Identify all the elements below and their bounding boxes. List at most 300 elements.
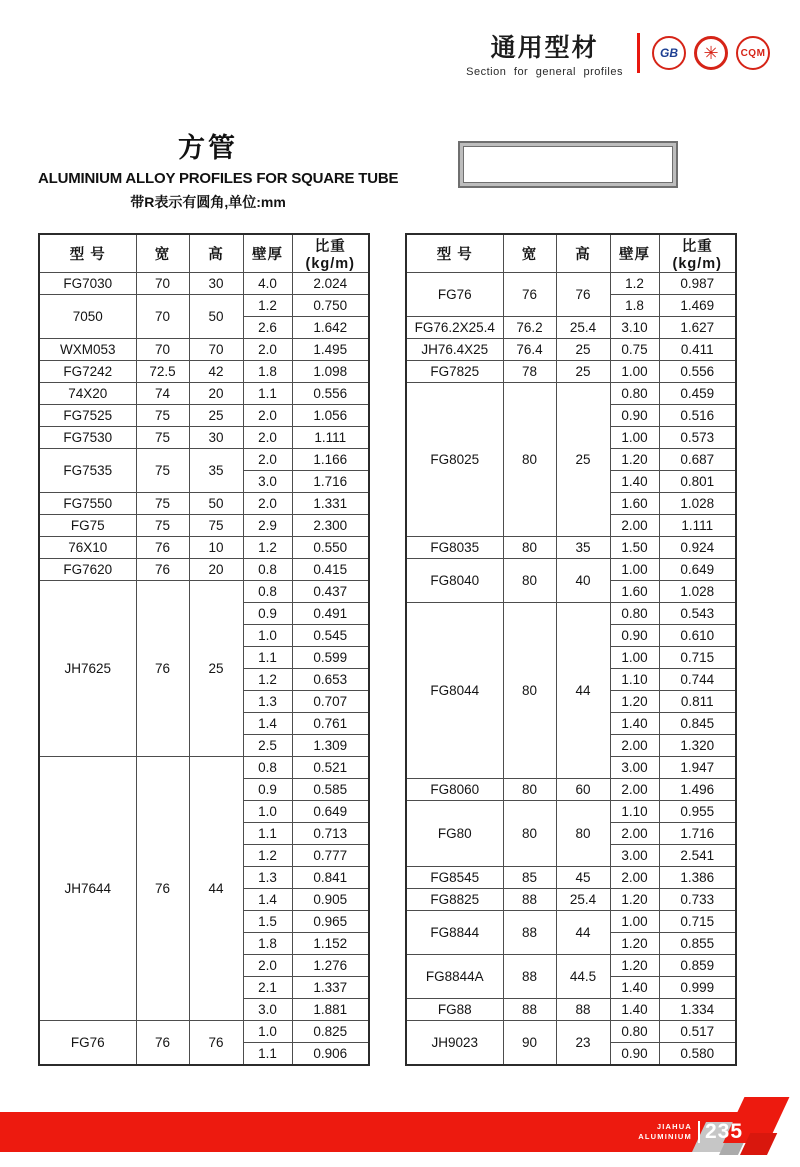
table-row [406,603,736,625]
model-cell: FG76 [406,273,503,317]
width-cell: 72.5 [136,361,189,383]
weight-cell: 1.642 [292,317,369,339]
col-header-weight: 比重(kg/m) [292,234,369,273]
width-cell: 80 [503,779,556,801]
model-cell: FG8825 [406,889,503,911]
weight-cell: 0.516 [659,405,736,427]
weight-cell: 0.987 [659,273,736,295]
wall-thickness-cell: 1.4 [243,713,292,735]
wall-thickness-cell: 1.40 [610,977,659,999]
weight-cell: 0.965 [292,911,369,933]
weight-cell: 1.386 [659,867,736,889]
tube-inner-wall [463,146,673,183]
model-cell: FG76 [39,1021,136,1065]
model-cell: FG88 [406,999,503,1021]
page-title-en: ALUMINIUM ALLOY PROFILES FOR SQUARE TUBE [38,170,399,187]
title-block [38,126,399,212]
width-cell: 80 [503,537,556,559]
width-cell: 88 [503,955,556,999]
wall-thickness-cell: 1.20 [610,889,659,911]
weight-cell: 2.024 [292,273,369,295]
table-header-row [39,234,369,273]
wall-thickness-cell: 1.00 [610,647,659,669]
wall-thickness-cell: 1.00 [610,911,659,933]
weight-cell: 0.653 [292,669,369,691]
width-cell: 88 [503,889,556,911]
width-cell: 90 [503,1021,556,1065]
wall-thickness-cell: 0.80 [610,1021,659,1043]
footer-text [612,1112,743,1152]
wall-thickness-cell: 1.60 [610,493,659,515]
wall-thickness-cell: 1.0 [243,801,292,823]
profiles-table-right [405,233,737,1066]
wall-thickness-cell: 0.90 [610,405,659,427]
weight-cell: 0.649 [292,801,369,823]
height-cell: 40 [556,559,610,603]
model-cell: FG7620 [39,559,136,581]
model-cell: FG7550 [39,493,136,515]
wall-thickness-cell: 1.00 [610,427,659,449]
wall-thickness-cell: 3.00 [610,845,659,867]
wall-thickness-cell: 1.8 [243,933,292,955]
weight-cell: 0.585 [292,779,369,801]
model-cell: FG8060 [406,779,503,801]
table-row [39,515,369,537]
model-cell: FG7535 [39,449,136,493]
wall-thickness-cell: 1.4 [243,889,292,911]
height-cell: 25 [556,339,610,361]
height-cell: 10 [189,537,243,559]
weight-cell: 0.715 [659,911,736,933]
wall-thickness-cell: 0.8 [243,581,292,603]
width-cell: 80 [503,559,556,603]
weight-cell: 0.599 [292,647,369,669]
wall-thickness-cell: 1.1 [243,647,292,669]
table-row [39,537,369,559]
col-header-height: 高 [556,234,610,273]
wall-thickness-cell: 3.0 [243,999,292,1021]
width-cell: 76 [136,1021,189,1065]
weight-cell: 1.716 [659,823,736,845]
certification-badges [652,36,770,70]
width-cell: 75 [136,427,189,449]
page-title-cn: 方管 [178,133,238,163]
width-cell: 75 [136,515,189,537]
wall-thickness-cell: 1.20 [610,449,659,471]
weight-cell: 1.627 [659,317,736,339]
height-cell: 25 [556,361,610,383]
weight-cell: 0.573 [659,427,736,449]
wall-thickness-cell: 1.10 [610,669,659,691]
weight-cell: 1.320 [659,735,736,757]
wall-thickness-cell: 1.20 [610,955,659,977]
wall-thickness-cell: 1.2 [610,273,659,295]
width-cell: 74 [136,383,189,405]
width-cell: 76.4 [503,339,556,361]
wall-thickness-cell: 3.0 [243,471,292,493]
height-cell: 44.5 [556,955,610,999]
wall-thickness-cell: 1.5 [243,911,292,933]
weight-cell: 2.541 [659,845,736,867]
width-cell: 76 [136,559,189,581]
col-header-width: 宽 [136,234,189,273]
model-cell: 7050 [39,295,136,339]
wall-thickness-cell: 1.2 [243,537,292,559]
wall-thickness-cell: 1.00 [610,559,659,581]
weight-cell: 0.955 [659,801,736,823]
height-cell: 35 [189,449,243,493]
wall-thickness-cell: 0.90 [610,1043,659,1065]
header-divider [637,33,640,73]
weight-cell: 1.337 [292,977,369,999]
weight-cell: 1.276 [292,955,369,977]
footer-separator [698,1121,700,1143]
table-row [39,405,369,427]
weight-cell: 0.545 [292,625,369,647]
height-cell: 30 [189,427,243,449]
wall-thickness-cell: 0.80 [610,383,659,405]
wall-thickness-cell: 1.1 [243,383,292,405]
weight-cell: 1.496 [659,779,736,801]
table-row [39,581,369,603]
weight-cell: 0.491 [292,603,369,625]
weight-cell: 0.543 [659,603,736,625]
table-row [406,911,736,933]
width-cell: 76 [503,273,556,317]
wall-thickness-cell: 2.00 [610,515,659,537]
height-cell: 25 [189,581,243,757]
brand-line2: ALUMINIUM [638,1132,692,1141]
height-cell: 44 [189,757,243,1021]
weight-cell: 1.028 [659,581,736,603]
model-cell: FG8040 [406,559,503,603]
wall-thickness-cell: 2.0 [243,339,292,361]
wall-thickness-cell: 2.6 [243,317,292,339]
weight-cell: 0.517 [659,1021,736,1043]
wall-thickness-cell: 0.75 [610,339,659,361]
brand-line1: JIAHUA [656,1122,692,1132]
wall-thickness-cell: 1.0 [243,1021,292,1043]
weight-cell: 0.733 [659,889,736,911]
col-header-width: 宽 [503,234,556,273]
wall-thickness-cell: 1.2 [243,845,292,867]
weight-cell: 0.715 [659,647,736,669]
wall-thickness-cell: 2.0 [243,427,292,449]
weight-cell: 1.334 [659,999,736,1021]
model-cell: FG8844A [406,955,503,999]
width-cell: 70 [136,273,189,295]
width-cell: 76 [136,537,189,559]
wall-thickness-cell: 1.40 [610,471,659,493]
wall-thickness-cell: 2.0 [243,493,292,515]
weight-cell: 0.811 [659,691,736,713]
table-row [406,383,736,405]
col-header-height: 高 [189,234,243,273]
model-cell: FG8035 [406,537,503,559]
weight-cell: 0.777 [292,845,369,867]
table-row [39,1021,369,1043]
wall-thickness-cell: 0.9 [243,603,292,625]
model-cell: FG7530 [39,427,136,449]
height-cell: 80 [556,801,610,867]
weight-cell: 0.437 [292,581,369,603]
weight-cell: 1.716 [292,471,369,493]
weight-cell: 0.649 [659,559,736,581]
table-row [39,383,369,405]
wall-thickness-cell: 1.8 [243,361,292,383]
wall-thickness-cell: 1.00 [610,361,659,383]
model-cell: JH76.4X25 [406,339,503,361]
wall-thickness-cell: 1.8 [610,295,659,317]
table-row [406,317,736,339]
weight-cell: 0.859 [659,955,736,977]
weight-cell: 1.947 [659,757,736,779]
wall-thickness-cell: 2.9 [243,515,292,537]
unit-note: 带R表示有圆角,单位:mm [130,194,286,210]
model-cell: FG8025 [406,383,503,537]
wall-thickness-cell: 1.2 [243,669,292,691]
table-row [406,339,736,361]
height-cell: 50 [189,295,243,339]
col-header-model: 型 号 [406,234,503,273]
cqm-certification-icon [736,36,770,70]
table-row [406,273,736,295]
wall-thickness-cell: 3.00 [610,757,659,779]
width-cell: 78 [503,361,556,383]
height-cell: 20 [189,559,243,581]
wall-thickness-cell: 1.1 [243,823,292,845]
height-cell: 50 [189,493,243,515]
width-cell: 76 [136,581,189,757]
model-cell: FG80 [406,801,503,867]
table-row [406,999,736,1021]
table-row [406,361,736,383]
page-header [466,28,770,78]
wall-thickness-cell: 0.9 [243,779,292,801]
wall-thickness-cell: 2.00 [610,779,659,801]
col-header-weight: 比重(kg/m) [659,234,736,273]
weight-cell: 0.610 [659,625,736,647]
weight-cell: 0.750 [292,295,369,317]
height-cell: 42 [189,361,243,383]
wall-thickness-cell: 2.5 [243,735,292,757]
wall-thickness-cell: 3.10 [610,317,659,339]
table-row [406,955,736,977]
gb-certification-icon [652,36,686,70]
model-cell: FG7030 [39,273,136,295]
model-cell: FG8044 [406,603,503,779]
table-row [39,273,369,295]
weight-cell: 0.411 [659,339,736,361]
table-row [39,339,369,361]
profiles-table-left [38,233,370,1066]
weight-cell: 0.841 [292,867,369,889]
table-row [406,779,736,801]
table-row [406,559,736,581]
weight-cell: 0.521 [292,757,369,779]
wall-thickness-cell: 0.8 [243,757,292,779]
square-tube-cross-section [458,141,678,188]
cqm-badge-glyph: CQM [740,47,766,59]
table-row [406,1021,736,1043]
height-cell: 25 [189,405,243,427]
table-row [39,559,369,581]
width-cell: 70 [136,339,189,361]
weight-cell: 2.300 [292,515,369,537]
width-cell: 76.2 [503,317,556,339]
section-title-cn: 通用型材 [490,34,599,62]
height-cell: 30 [189,273,243,295]
wall-thickness-cell: 1.20 [610,691,659,713]
weight-cell: 0.415 [292,559,369,581]
weight-cell: 0.905 [292,889,369,911]
table-row [39,757,369,779]
wall-thickness-cell: 2.0 [243,955,292,977]
weight-cell: 0.713 [292,823,369,845]
section-subtitle-en: Section for general profiles [466,66,623,78]
model-cell: FG7825 [406,361,503,383]
weight-cell: 1.111 [659,515,736,537]
model-cell: 76X10 [39,537,136,559]
wall-thickness-cell: 1.20 [610,933,659,955]
gb-badge-glyph: GB [660,46,678,60]
weight-cell: 0.761 [292,713,369,735]
height-cell: 44 [556,911,610,955]
weight-cell: 0.999 [659,977,736,999]
wall-thickness-cell: 1.0 [243,625,292,647]
quality-seal-icon [694,36,728,70]
weight-cell: 0.801 [659,471,736,493]
width-cell: 75 [136,493,189,515]
model-cell: JH9023 [406,1021,503,1065]
weight-cell: 1.469 [659,295,736,317]
wall-thickness-cell: 2.00 [610,735,659,757]
width-cell: 75 [136,405,189,427]
width-cell: 85 [503,867,556,889]
weight-cell: 1.309 [292,735,369,757]
wall-thickness-cell: 1.50 [610,537,659,559]
col-header-wall: 壁厚 [610,234,659,273]
wall-thickness-cell: 1.40 [610,999,659,1021]
wall-thickness-cell: 1.2 [243,295,292,317]
wall-thickness-cell: 2.00 [610,867,659,889]
wall-thickness-cell: 2.0 [243,405,292,427]
weight-cell: 0.744 [659,669,736,691]
model-cell: FG75 [39,515,136,537]
height-cell: 60 [556,779,610,801]
height-cell: 25.4 [556,317,610,339]
col-header-wall: 壁厚 [243,234,292,273]
wall-thickness-cell: 2.0 [243,449,292,471]
wall-thickness-cell: 4.0 [243,273,292,295]
weight-cell: 0.459 [659,383,736,405]
height-cell: 88 [556,999,610,1021]
col-header-model: 型 号 [39,234,136,273]
height-cell: 44 [556,603,610,779]
header-text [466,28,623,78]
model-cell: FG7525 [39,405,136,427]
height-cell: 20 [189,383,243,405]
wall-thickness-cell: 0.90 [610,625,659,647]
weight-cell: 1.495 [292,339,369,361]
table-row [406,801,736,823]
brand-name [612,1122,692,1142]
height-cell: 25.4 [556,889,610,911]
weight-cell: 1.098 [292,361,369,383]
seal-badge-glyph: ✳ [703,43,719,63]
table-row [406,867,736,889]
width-cell: 70 [136,295,189,339]
table-row [39,427,369,449]
weight-cell: 1.028 [659,493,736,515]
table-row [406,889,736,911]
weight-cell: 0.687 [659,449,736,471]
weight-cell: 0.924 [659,537,736,559]
model-cell: FG8545 [406,867,503,889]
wall-thickness-cell: 0.80 [610,603,659,625]
height-cell: 76 [556,273,610,317]
weight-cell: 0.845 [659,713,736,735]
width-cell: 80 [503,603,556,779]
weight-cell: 0.550 [292,537,369,559]
height-cell: 75 [189,515,243,537]
weight-cell: 0.906 [292,1043,369,1065]
wall-thickness-cell: 1.3 [243,691,292,713]
model-cell: JH7644 [39,757,136,1021]
page-number: 235 [705,1120,744,1143]
weight-cell: 0.556 [659,361,736,383]
model-cell: FG76.2X25.4 [406,317,503,339]
table-row [39,295,369,317]
wall-thickness-cell: 1.1 [243,1043,292,1065]
height-cell: 76 [189,1021,243,1065]
height-cell: 23 [556,1021,610,1065]
width-cell: 80 [503,801,556,867]
width-cell: 80 [503,383,556,537]
weight-cell: 1.881 [292,999,369,1021]
weight-cell: 0.580 [659,1043,736,1065]
wall-thickness-cell: 1.3 [243,867,292,889]
height-cell: 25 [556,383,610,537]
wall-thickness-cell: 1.60 [610,581,659,603]
width-cell: 76 [136,757,189,1021]
model-cell: 74X20 [39,383,136,405]
height-cell: 70 [189,339,243,361]
model-cell: FG7242 [39,361,136,383]
width-cell: 88 [503,911,556,955]
weight-cell: 1.152 [292,933,369,955]
weight-cell: 1.166 [292,449,369,471]
table-row [406,537,736,559]
model-cell: FG8844 [406,911,503,955]
table-row [39,493,369,515]
weight-cell: 0.556 [292,383,369,405]
table-row [39,449,369,471]
width-cell: 75 [136,449,189,493]
model-cell: WXM053 [39,339,136,361]
weight-cell: 0.707 [292,691,369,713]
wall-thickness-cell: 2.1 [243,977,292,999]
weight-cell: 0.855 [659,933,736,955]
weight-cell: 1.111 [292,427,369,449]
weight-cell: 1.056 [292,405,369,427]
height-cell: 45 [556,867,610,889]
wall-thickness-cell: 2.00 [610,823,659,845]
wall-thickness-cell: 0.8 [243,559,292,581]
height-cell: 35 [556,537,610,559]
weight-cell: 0.825 [292,1021,369,1043]
width-cell: 88 [503,999,556,1021]
